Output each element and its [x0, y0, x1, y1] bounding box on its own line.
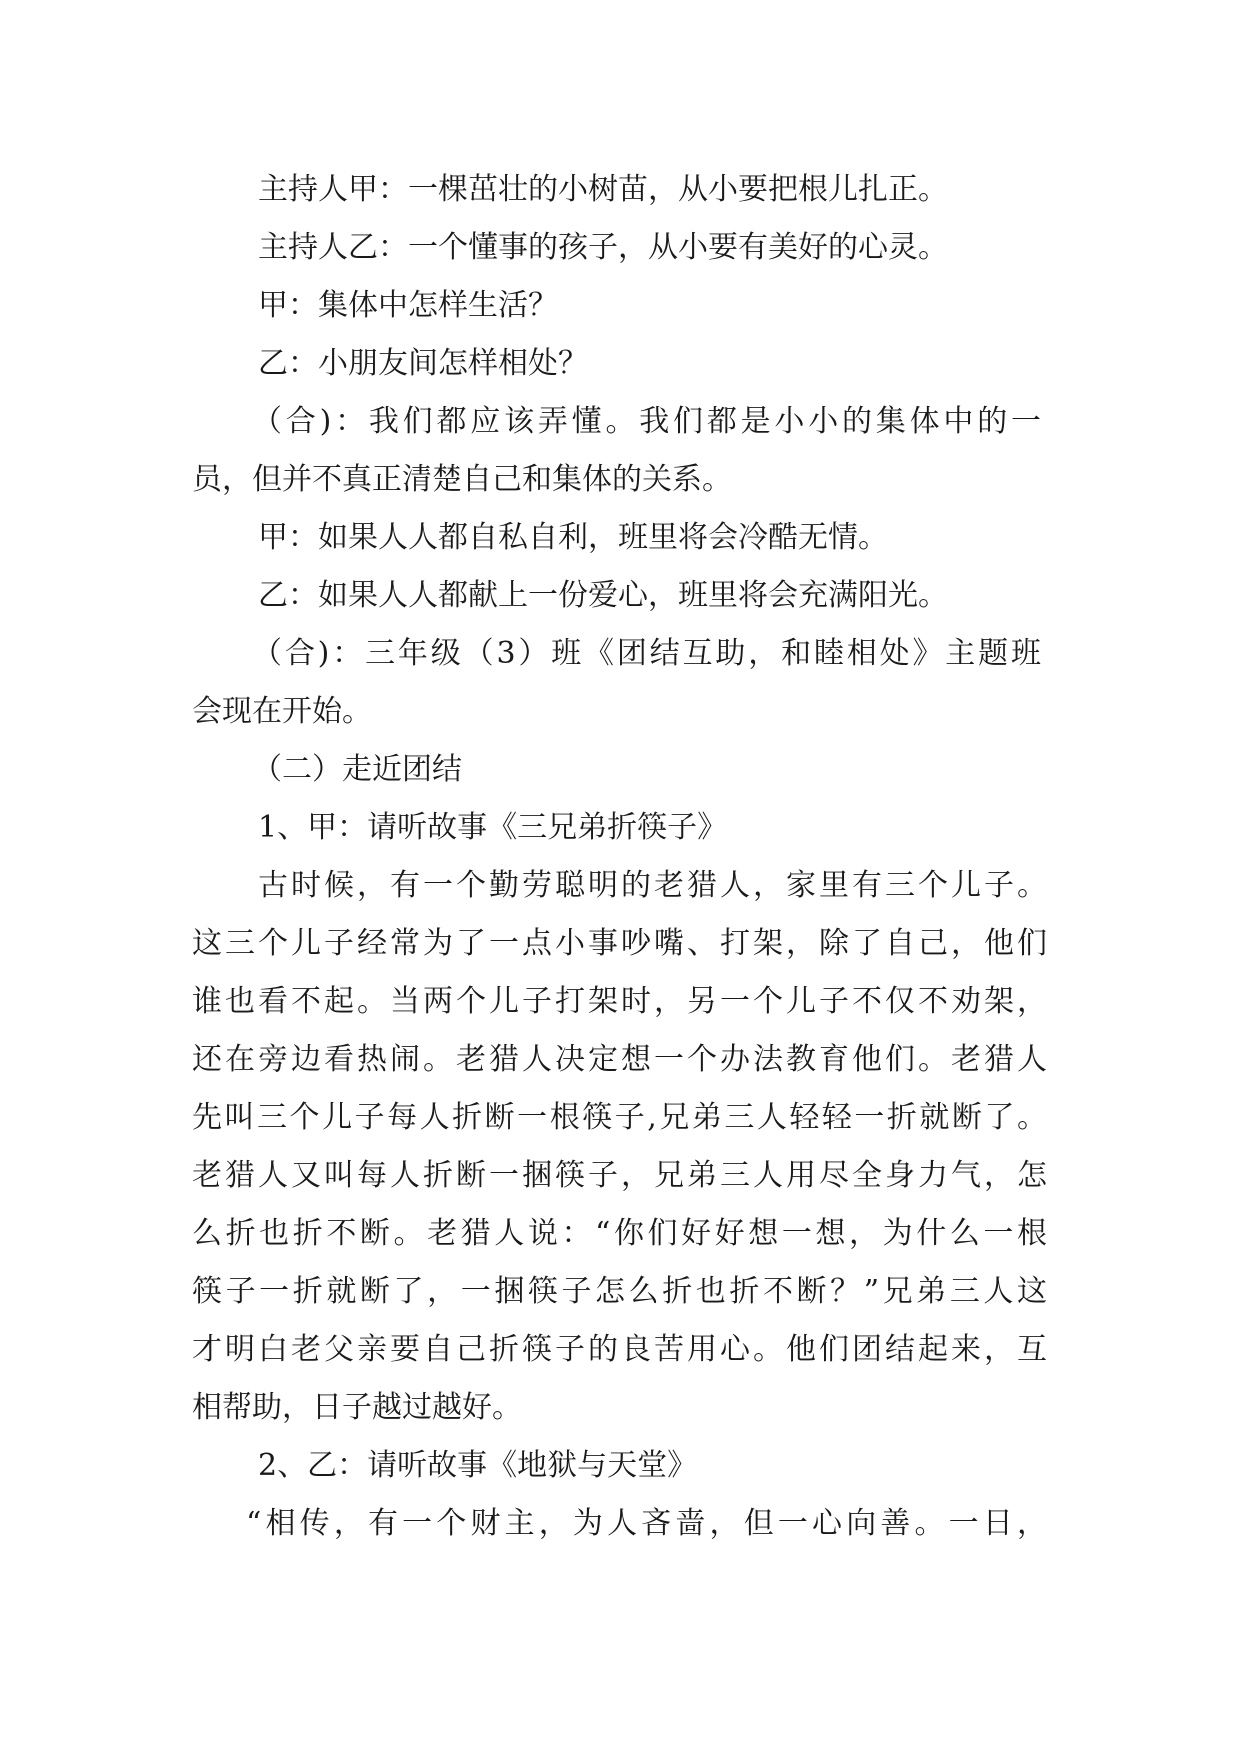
paragraph-line: 甲：集体中怎样生活？ [258, 288, 558, 323]
paragraph-line: 2、乙：请听故事《地狱与天堂》 [258, 1448, 698, 1483]
paragraph-line: 么折也折不断。老猎人说：“你们好好想一想，为什么一根 [192, 1216, 1047, 1251]
paragraph-line: 会现在开始。 [192, 694, 372, 729]
paragraph-line: 古时候，有一个勤劳聪明的老猎人，家里有三个儿子。 [258, 868, 1047, 903]
paragraph-line: 筷子一折就断了，一捆筷子怎么折也折不断？”兄弟三人这 [192, 1274, 1047, 1309]
paragraph-line: （合)：三年级（3）班《团结互助，和睦相处》主题班 [252, 636, 1041, 671]
paragraph-line: 还在旁边看热闹。老猎人决定想一个办法教育他们。老猎人 [192, 1042, 1047, 1077]
paragraph-line: 谁也看不起。当两个儿子打架时，另一个儿子不仅不劝架， [192, 984, 1047, 1019]
paragraph-line: 才明白老父亲要自己折筷子的良苦用心。他们团结起来，互 [192, 1332, 1047, 1367]
paragraph-line: 主持人甲：一棵茁壮的小树苗，从小要把根儿扎正。 [258, 172, 948, 207]
paragraph-line: 相帮助，日子越过越好。 [192, 1390, 522, 1425]
paragraph-line: “相传，有一个财主，为人吝啬，但一心向善。一日， [246, 1506, 1047, 1541]
paragraph-line: 1、甲：请听故事《三兄弟折筷子》 [258, 810, 728, 845]
section-heading: （二）走近团结 [252, 752, 462, 787]
paragraph-line: 先叫三个儿子每人折断一根筷子,兄弟三人轻轻一折就断了。 [192, 1100, 1047, 1135]
paragraph-line: 员，但并不真正清楚自己和集体的关系。 [192, 462, 732, 497]
paragraph-line: 老猎人又叫每人折断一捆筷子，兄弟三人用尽全身力气，怎 [192, 1158, 1047, 1193]
paragraph-line: 主持人乙：一个懂事的孩子，从小要有美好的心灵。 [258, 230, 948, 265]
paragraph-line: 乙：小朋友间怎样相处？ [258, 346, 588, 381]
paragraph-line: （合)：我们都应该弄懂。我们都是小小的集体中的一 [252, 404, 1041, 439]
paragraph-line: 这三个儿子经常为了一点小事吵嘴、打架，除了自己，他们 [192, 926, 1047, 961]
paragraph-line: 甲：如果人人都自私自利，班里将会冷酷无情。 [258, 520, 888, 555]
paragraph-line: 乙：如果人人都献上一份爱心，班里将会充满阳光。 [258, 578, 948, 613]
